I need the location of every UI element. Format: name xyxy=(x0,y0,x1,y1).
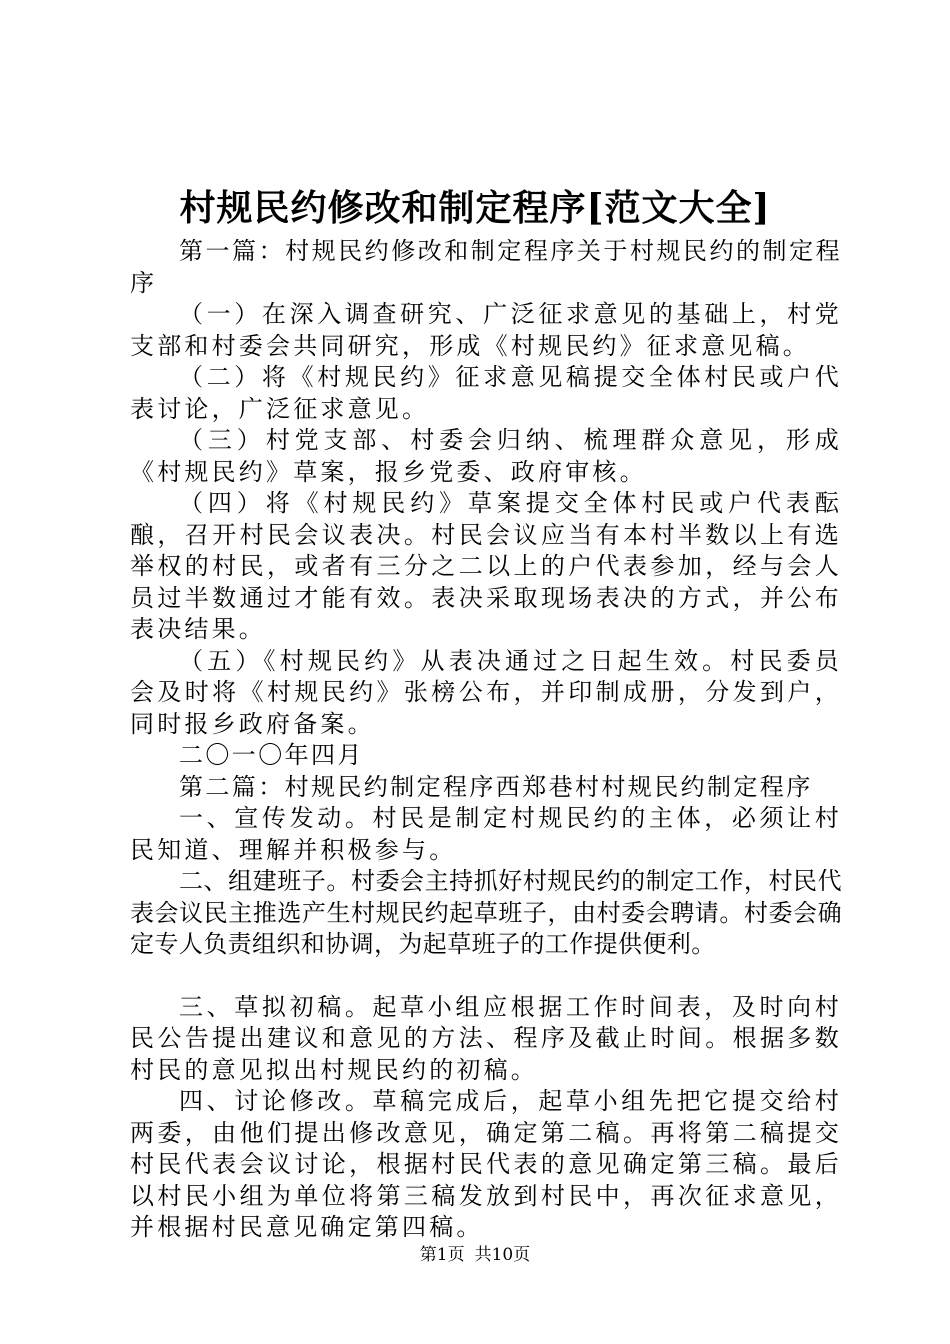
page-number: 第1页 xyxy=(419,1245,465,1265)
paragraph: 四、讨论修改。草稿完成后，起草小组先把它提交给村两委，由他们提出修改意见，确定第二稿。再将第二稿提交村民代表会议讨论，根据村民代表的意见确定第三稿。最后以村民小组为单位将第三稿发放到村民中，再次征求意见，并根据村民意见确定第四稿。 xyxy=(130,1087,842,1241)
paragraph: 二〇一〇年四月 xyxy=(179,741,364,769)
paragraph: 第二篇：村规民约制定程序西郑巷村村规民约制定程序 xyxy=(179,772,813,801)
paragraph: 三、草拟初稿。起草小组应根据工作时间表，及时向村民公告提出建议和意见的方法、程序及截止时间。根据多数村民的意见拟出村规民约的初稿。 xyxy=(130,992,842,1084)
page-footer xyxy=(0,1244,950,1266)
paragraph: 一、宣传发动。村民是制定村规民约的主体，必须让村民知道、理解并积极参与。 xyxy=(130,804,842,864)
page-total: 共10页 xyxy=(474,1245,531,1265)
paragraph: （五）《村规民约》从表决通过之日起生效。村民委员会及时将《村规民约》张榜公布，并印制成册，分发到户，同时报乡政府备案。 xyxy=(130,646,842,738)
document-body xyxy=(130,236,842,1244)
paragraph: （二）将《村规民约》征求意见稿提交全体村民或户代表讨论，广泛征求意见。 xyxy=(130,363,842,423)
paragraph: 二、组建班子。村委会主持抓好村规民约的制定工作，村民代表会议民主推选产生村规民约起草班子，由村委会聘请。村委会确定专人负责组织和协调，为起草班子的工作提供便利。 xyxy=(130,867,842,958)
paragraph: 第一篇：村规民约修改和制定程序关于村规民约的制定程序 xyxy=(130,237,842,297)
document-title: 村规民约修改和制定程序[范文大全] xyxy=(179,187,771,229)
paragraph: （三）村党支部、村委会归纳、梳理群众意见，形成《村规民约》草案，报乡党委、政府审核。 xyxy=(130,426,842,486)
paragraph: （一）在深入调查研究、广泛征求意见的基础上，村党支部和村委会共同研究，形成《村规民约》征求意见稿。 xyxy=(130,300,842,360)
paragraph: （四）将《村规民约》草案提交全体村民或户代表酝酿，召开村民会议表决。村民会议应当有本村半数以上有选举权的村民，或者有三分之二以上的户代表参加，经与会人员过半数通过才能有效。表决采取现场表决的方式，并公布表决结果。 xyxy=(130,489,842,643)
